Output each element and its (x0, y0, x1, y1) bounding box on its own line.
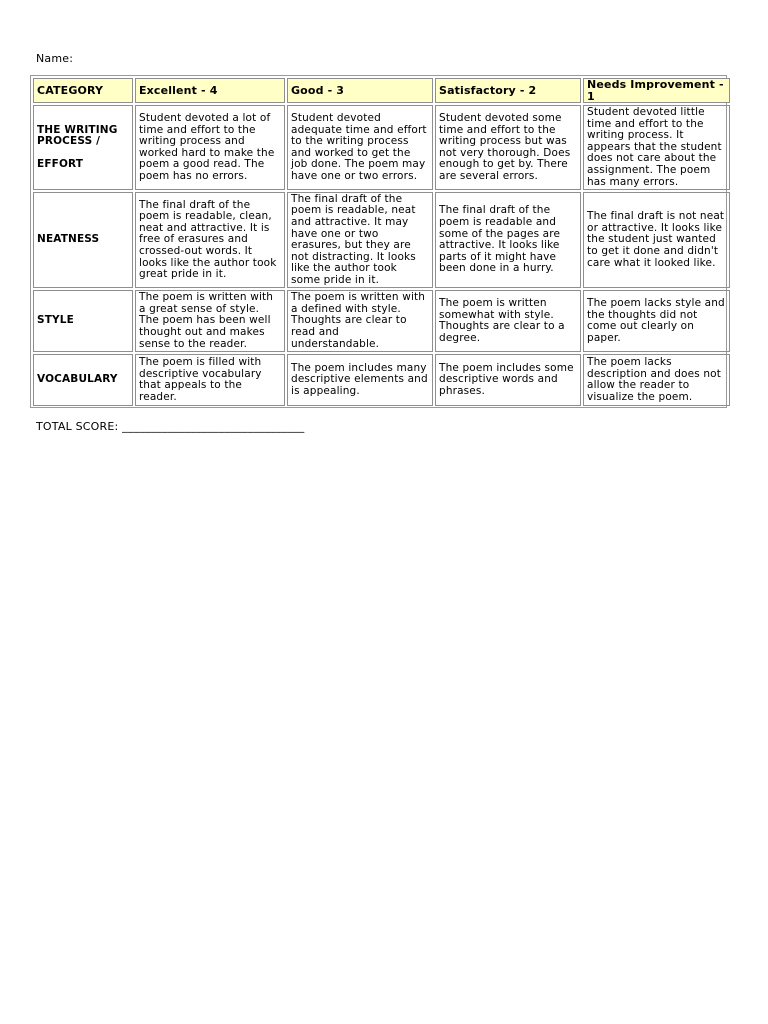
criteria-cell: Student devoted little time and effort to the writing process. It appears that the student does not care about the assignment. The poem has many errors. (583, 105, 730, 190)
criteria-cell: The poem lacks description and does not allow the reader to visualize the poem. (583, 354, 730, 406)
criteria-cell: The final draft is not neat or attractive. It looks like the student just wanted to get it done and didn't care what it looked like. (583, 192, 730, 288)
category-cell (33, 290, 133, 352)
rubric-table (31, 76, 732, 408)
criteria-cell: The poem is filled with descriptive vocabulary that appeals to the reader. (135, 354, 285, 406)
total-score-label: TOTAL SCORE: ________________________________ (36, 420, 305, 433)
criteria-cell: The poem is written with a great sense of style. The poem has been well thought out and makes sense to the reader. (135, 290, 285, 352)
criteria-cell: The final draft of the poem is readable, clean, neat and attractive. It is free of erasures and crossed-out words. It looks like the author took great pride in it. (135, 192, 285, 288)
column-header-satisfactory: Satisfactory - 2 (435, 78, 581, 103)
category-line: PROCESS / (37, 135, 101, 148)
category-cell (33, 105, 133, 190)
category-line: STYLE (37, 314, 74, 327)
criteria-cell: The poem includes many descriptive elements and is appealing. (287, 354, 433, 406)
table-row-style (33, 290, 730, 352)
table-row-vocabulary (33, 354, 730, 406)
category-cell (33, 192, 133, 288)
column-header-category: CATEGORY (33, 78, 133, 103)
criteria-cell: The poem includes some descriptive words and phrases. (435, 354, 581, 406)
name-label: Name: (36, 52, 74, 65)
criteria-cell: Student devoted a lot of time and effort to the writing process and worked hard to make the poem a good read. The poem has no errors. (135, 105, 285, 190)
criteria-cell: The poem is written with a defined with style. Thoughts are clear to read and understandable. (287, 290, 433, 352)
criteria-cell: The poem is written somewhat with style. Thoughts are clear to a degree. (435, 290, 581, 352)
category-line: EFFORT (37, 157, 84, 170)
table-row-neatness (33, 192, 730, 288)
column-header-good: Good - 3 (287, 78, 433, 103)
header-row (33, 78, 730, 103)
criteria-cell: The final draft of the poem is readable and some of the pages are attractive. It looks like parts of it might have been done in a hurry. (435, 192, 581, 288)
criteria-cell: Student devoted adequate time and effort to the writing process and worked to get the job done. The poem may have one or two errors. (287, 105, 433, 190)
criteria-cell: Student devoted some time and effort to the writing process but was not very thorough. Does enough to get by. There are several errors. (435, 105, 581, 190)
column-header-needs-improvement: Needs Improvement - 1 (583, 78, 730, 103)
rubric-table-frame (30, 75, 727, 408)
category-line: VOCABULARY (37, 373, 118, 386)
criteria-cell: The poem lacks style and the thoughts did not come out clearly on paper. (583, 290, 730, 352)
column-header-excellent: Excellent - 4 (135, 78, 285, 103)
table-row-writing-process (33, 105, 730, 190)
category-line: NEATNESS (37, 233, 100, 246)
criteria-cell: The final draft of the poem is readable, neat and attractive. It may have one or two erasures, but they are not distracting. It looks like the author took some pride in it. (287, 192, 433, 288)
category-cell (33, 354, 133, 406)
category-line: THE WRITING (37, 123, 118, 136)
